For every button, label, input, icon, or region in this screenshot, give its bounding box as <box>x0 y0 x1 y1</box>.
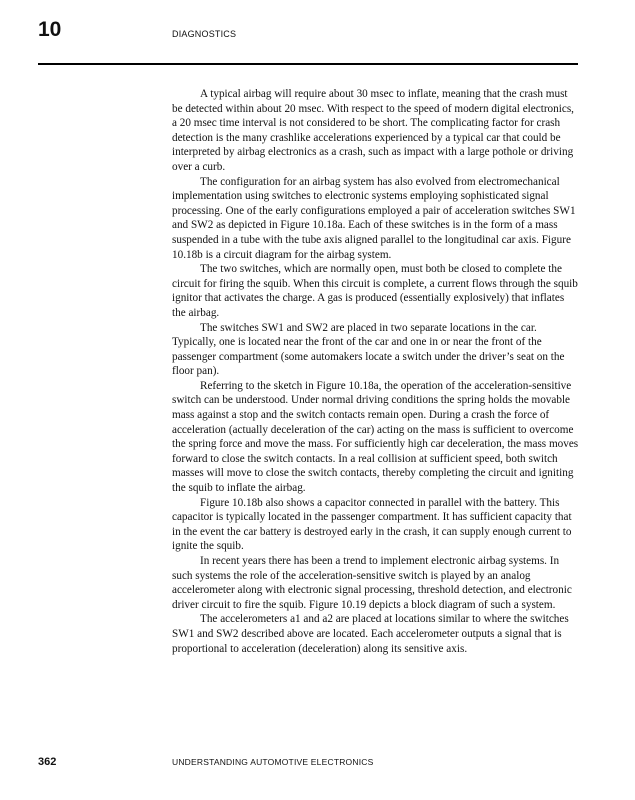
page-number: 362 <box>38 756 57 768</box>
paragraph: A typical airbag will require about 30 msec to inflate, meaning that the crash must be detected within about 20 msec. With respect to the speed of modern digital electronics, a 20 msec time interval is not considered to be short. The complicating factor for crash detection is the many crashlike accelerations experienced by a typical car that could be interpreted by airbag electronics as a crash, such as impact with a large pothole or driving over a curb. <box>172 88 574 173</box>
chapter-title: DIAGNOSTICS <box>172 29 237 39</box>
running-footer-title: UNDERSTANDING AUTOMOTIVE ELECTRONICS <box>172 757 374 767</box>
paragraph: The accelerometers a1 and a2 are placed at locations similar to where the switches SW1 and SW2 described above are located. Each accelerometer outputs a signal that is proportional to acceleration (deceleration) along its sensitive axis. <box>172 613 569 655</box>
paragraph: In recent years there has been a trend to implement electronic airbag systems. In such systems the role of the acceleration-sensitive switch is played by an analog accelerometer along with electronic signal processing, threshold detection, and electronic driver circuit to fire the squib. Figure 10.19 depicts a block diagram of such a system. <box>172 555 572 611</box>
chapter-number: 10 <box>38 18 62 41</box>
paragraph: Referring to the sketch in Figure 10.18a, the operation of the acceleration-sensitive switch can be understood. Under normal driving conditions the spring holds the movable mass against a stop and the switch contacts remain open. During a crash the force of acceleration (actually deceleration of the car) acting on the mass is sufficient to overcome the spring force and move the mass. For sufficiently high car deceleration, the mass moves forward to close the switch contacts. In a real collision at sufficient speed, both switch masses will move to close the switch contacts, thereby completing the circuit and igniting the squib to inflate the airbag. <box>172 379 579 495</box>
paragraph: The switches SW1 and SW2 are placed in two separate locations in the car. Typically, one is located near the front of the car and one in or near the front of the passenger compartment (some automakers locate a switch under the driver’s seat on the floor pan). <box>172 321 565 378</box>
body-text <box>172 87 580 656</box>
paragraph: Figure 10.18b also shows a capacitor connected in parallel with the battery. This capacitor is typically located in the passenger compartment. It has sufficient capacity that in the event the car battery is destroyed early in the crash, it can supply enough current to ignite the squib. <box>172 496 572 553</box>
paragraph: The two switches, which are normally open, must both be closed to complete the circuit for firing the squib. When this circuit is complete, a current flows through the squib ignitor that activates the charge. A gas is produced (essentially explosively) that inflates the airbag. <box>172 263 578 319</box>
header-rule <box>38 63 578 65</box>
paragraph: The configuration for an airbag system has also evolved from electromechanical implementation using switches to electronic systems employing sophisticated signal processing. One of the early configurations employed a pair of acceleration switches SW1 and SW2 as depicted in Figure 10.18a. Each of these switches is in the form of a mass suspended in a tube with the tube axis aligned parallel to the longitudinal car axis. Figure 10.18b is a circuit diagram for the airbag system. <box>172 175 576 261</box>
